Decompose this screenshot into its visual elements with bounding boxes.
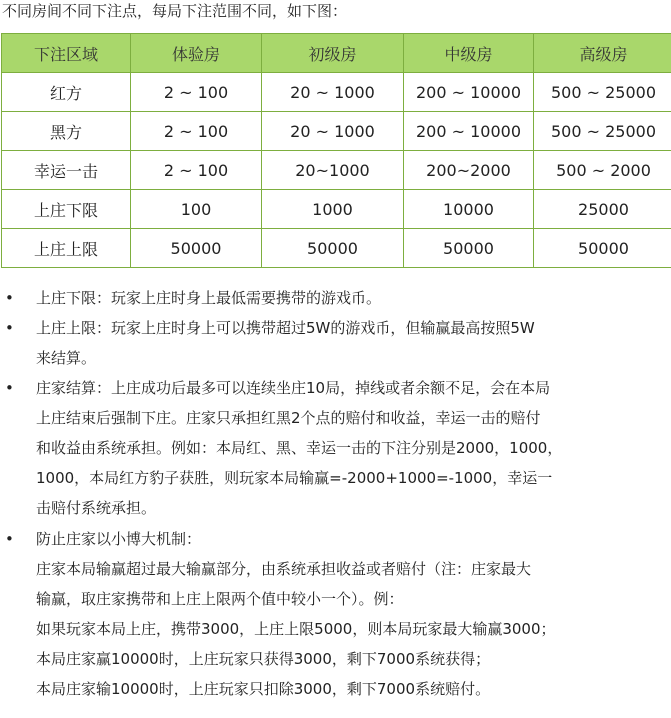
header-beginner-room: 初级房 [262,34,404,73]
note-line: 输赢，取庄家携带和上庄上限两个值中较小一个）。例： [36,590,404,608]
table-header-row [2,34,671,73]
note-line: 庄家本局输赢超过最大输赢部分，由系统承担收益或者赔付（注：庄家最大 [36,560,532,578]
header-intermediate-room: 中级房 [404,34,534,73]
table-cell: 20 ~ 1000 [262,112,404,151]
table-cell: 200 ~ 10000 [404,112,534,151]
row-label: 黑方 [2,112,131,151]
bet-range-table [1,33,671,268]
table-row [2,73,671,112]
table-cell: 20 ~ 1000 [262,73,404,112]
bullet-icon: • [5,289,14,307]
table-cell: 200 ~ 10000 [404,73,534,112]
note-line: 本局庄家赢10000时，上庄玩家只获得3000，剩下7000系统获得； [36,650,491,668]
table-cell: 200~2000 [404,151,534,190]
note-line: 上庄下限：玩家上庄时身上最低需要携带的游戏币。 [36,289,382,307]
note-banker-minimum [0,283,671,313]
row-label: 上庄上限 [2,229,131,268]
table-cell: 50000 [262,229,404,268]
intro-text: 不同房间不同下注点，每局下注范围不同，如下图： [2,2,348,20]
table-row [2,229,671,268]
table-cell: 50000 [534,229,671,268]
table-cell: 1000 [262,190,404,229]
table-cell: 500 ~ 25000 [534,112,671,151]
table-cell: 500 ~ 2000 [534,151,671,190]
bullet-icon: • [5,379,14,397]
note-anti-leverage [0,524,671,704]
table-cell: 20~1000 [262,151,404,190]
table-row [2,112,671,151]
note-line: 如果玩家本局上庄，携带3000，上庄上限5000，则本局玩家最大输赢3000； [36,620,556,638]
table-cell: 10000 [404,190,534,229]
note-banker-settlement [0,373,671,523]
note-line: 击赔付系统承担。 [36,499,157,517]
note-line: 本局庄家输10000时，上庄玩家只扣除3000，剩下7000系统赔付。 [36,680,491,698]
table-row [2,190,671,229]
bullet-icon: • [5,319,14,337]
table-cell: 50000 [131,229,262,268]
row-label: 上庄下限 [2,190,131,229]
note-line: 和收益由系统承担。例如：本局红、黑、幸运一击的下注分别是2000，1000， [36,439,563,457]
note-line: 1000，本局红方豹子获胜，则玩家本局输赢=-2000+1000=-1000，幸运一 [36,469,553,487]
header-bet-area: 下注区域 [2,34,131,73]
table-cell: 100 [131,190,262,229]
table-cell: 2 ~ 100 [131,151,262,190]
note-line: 庄家结算：上庄成功后最多可以连续坐庄10局，掉线或者余额不足，会在本局 [36,379,551,397]
note-line: 防止庄家以小博大机制： [36,530,202,548]
note-line: 上庄上限：玩家上庄时身上可以携带超过5W的游戏币，但输赢最高按照5W [36,319,535,337]
bullet-icon: • [5,530,14,548]
header-advanced-room: 高级房 [534,34,671,73]
table-cell: 25000 [534,190,671,229]
rules-notes [0,283,671,704]
table-cell: 2 ~ 100 [131,73,262,112]
row-label: 红方 [2,73,131,112]
table-cell: 500 ~ 25000 [534,73,671,112]
table-cell: 50000 [404,229,534,268]
table-cell: 2 ~ 100 [131,112,262,151]
table-row [2,151,671,190]
row-label: 幸运一击 [2,151,131,190]
note-line: 上庄结束后强制下庄。庄家只承担红黑2个点的赔付和收益，幸运一击的赔付 [36,409,541,427]
note-banker-maximum [0,313,671,373]
header-trial-room: 体验房 [131,34,262,73]
note-line: 来结算。 [36,349,97,367]
